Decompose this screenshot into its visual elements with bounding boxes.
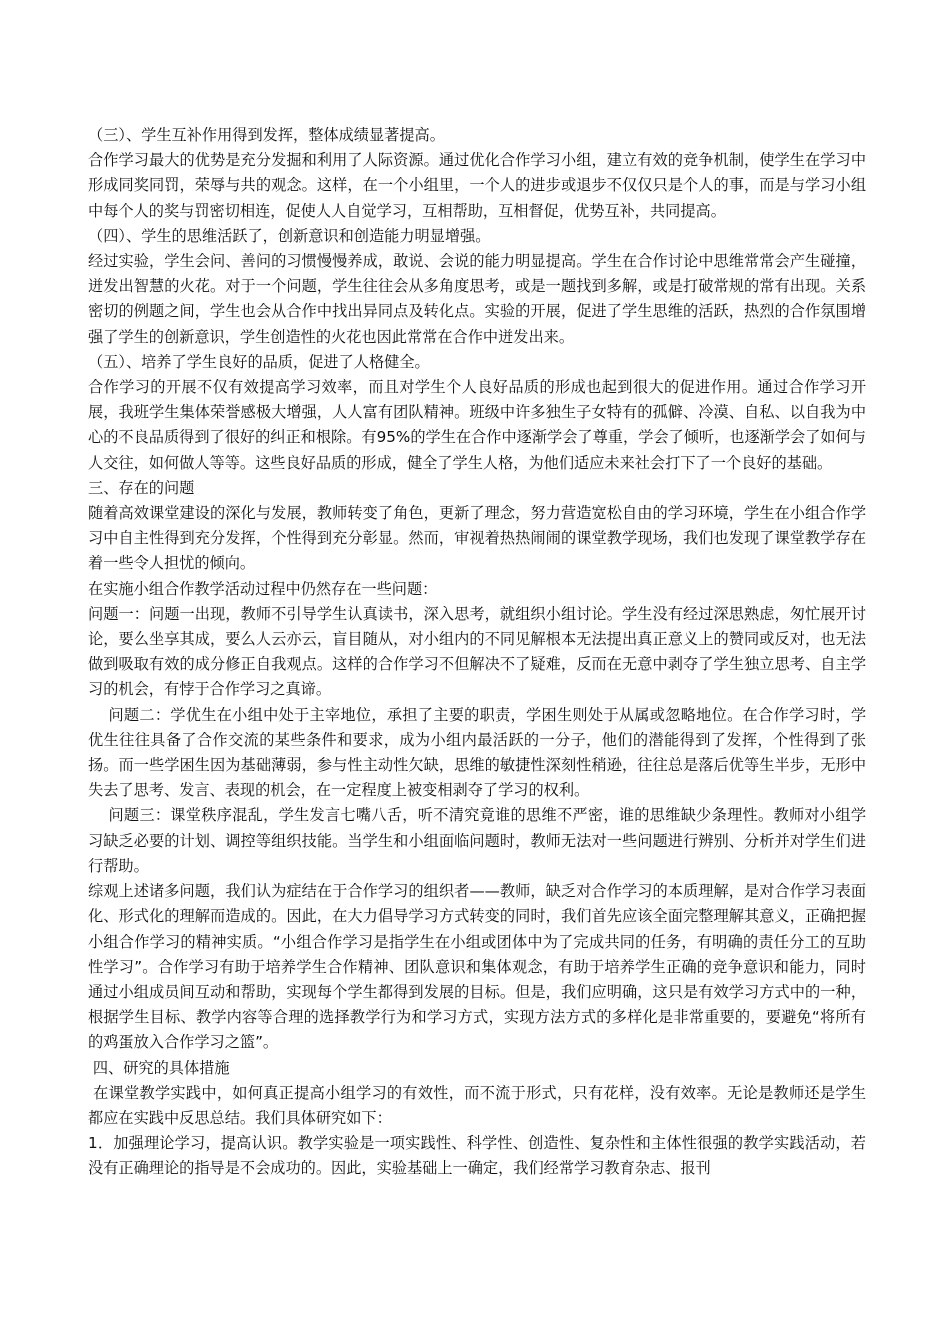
problem-three-paragraph: 问题三：课堂秩序混乱，学生发言七嘴八舌，听不清究竟谁的思维不严密，谁的思维缺少条理性。教师对小组学习缺乏必要的计划、调控等组织技能。当学生和小组面临问题时，教师无法对一些问题进行辨别、分析并对学生们进行帮助。 bbox=[88, 806, 867, 875]
body-paragraph: 综观上述诸多问题，我们认为症结在于合作学习的组织者——教师，缺乏对合作学习的本质理解，是对合作学习表面化、形式化的理解而造成的。因此，在大力倡导学习方式转变的同时，我们首先应该全面完整理解其意义，正确把握小组合作学习的精神实质。“小组合作学习是指学生在小组或团体中为了完成共同的任务，有明确的责任分工的互助性学习”。合作学习有助于培养学生合作精神、团队意识和集体观念，有助于培养学生正确的竞争意识和能力，同时通过小组成员间互动和帮助，实现每个学生都得到发展的目标。但是，我们应明确，这只是有效学习方式中的一种，根据学生目标、教学内容等合理的选择教学行为和学习方式，实现方法方式的多样化是非常重要的，要避免“将所有的鸡蛋放入合作学习之篮”。 bbox=[88, 882, 866, 1052]
body-paragraph: 经过实验，学生会问、善问的习惯慢慢养成，敢说、会说的能力明显提高。学生在合作讨论中思维常常会产生碰撞，迸发出智慧的火花。对于一个问题，学生往往会从多角度思考，或是一题找到多解，或是打破常规的常有出现。关系密切的例题之间，学生也会从合作中找出异同点及转化点。实验的开展，促进了学生思维的活跃，热烈的合作氛围增强了学生的创新意识，学生创造性的火花也因此常常在合作中迸发出来。 bbox=[88, 252, 866, 346]
body-paragraph: 合作学习最大的优势是充分发掘和利用了人际资源。通过优化合作学习小组，建立有效的竞争机制，使学生在学习中形成同奖同罚，荣辱与共的观念。这样，在一个小组里，一个人的进步或退步不仅仅只是个人的事，而是与学习小组中每个人的奖与罚密切相连，促使人人自觉学习，互相帮助，互相督促，优势互补，共同提高。 bbox=[88, 151, 866, 220]
body-paragraph: 合作学习的开展不仅有效提高学习效率，而且对学生个人良好品质的形成也起到很大的促进作用。通过合作学习开展，我班学生集体荣誉感极大增强，人人富有团队精神。班级中许多独生子女特有的孤僻、冷漠、自私、以自我为中心的不良品质得到了很好的纠正和根除。有95%的学生在合作中逐渐学会了尊重，学会了倾听，也逐渐学会了如何与人交往，如何做人等等。这些良好品质的形成，健全了学生人格，为他们适应未来社会打下了一个良好的基础。 bbox=[88, 378, 866, 472]
section-heading-5: （五）、培养了学生良好的品质，促进了人格健全。 bbox=[88, 352, 430, 371]
body-paragraph: 随着高效课堂建设的深化与发展，教师转变了角色，更新了理念，努力营造宽松自由的学习环境，学生在小组合作学习中自主性得到充分发挥，个性得到充分彰显。然而，审视着热热闹闹的课堂教学现场，我们也发现了课堂教学存在着一些令人担忧的倾向。 bbox=[88, 504, 866, 573]
section-heading-3: （三）、学生互补作用得到发挥，整体成绩显著提高。 bbox=[88, 126, 445, 144]
body-paragraph: 在课堂教学实践中，如何真正提高小组学习的有效性，而不流于形式，只有花样，没有效率。无论是教师还是学生都应在实践中反思总结。我们具体研究如下： bbox=[88, 1083, 867, 1127]
chapter-heading-measures: 四、研究的具体措施 bbox=[88, 1058, 230, 1077]
problem-one-paragraph: 问题一：问题一出现，教师不引导学生认真读书，深入思考，就组织小组讨论。学生没有经过深思熟虑，匆忙展开讨论，要么坐享其成，要么人云亦云，盲目随从，对小组内的不同见解根本无法提出真正意义上的赞同或反对，也无法做到吸取有效的成分修正自我观点。这样的合作学习不但解决不了疑难，反而在无意中剥夺了学生独立思考、自主学习的机会，有悖于合作学习之真谛。 bbox=[88, 604, 866, 699]
chapter-heading-problems: 三、存在的问题 bbox=[88, 478, 195, 497]
section-heading-4: （四）、学生的思维活跃了，创新意识和创造能力明显增强。 bbox=[88, 226, 491, 245]
body-paragraph: 在实施小组合作教学活动过程中仍然存在一些问题： bbox=[88, 579, 438, 598]
document-body bbox=[88, 123, 866, 1182]
problem-two-paragraph: 问题二：学优生在小组中处于主宰地位，承担了主要的职责，学困生则处于从属或忽略地位。在合作学习时，学优生往往具备了合作交流的某些条件和要求，成为小组内最活跃的一分子，他们的潜能得到了发挥，个性得到了张扬。而一些学困生因为基础薄弱，参与性主动性欠缺，思维的敏捷性深刻性稍逊，往往总是落后优等生半步，无形中失去了思考、发言、表现的机会，在一定程度上被变相剥夺了学习的权利。 bbox=[88, 705, 867, 800]
measure-one-paragraph: 1．加强理论学习，提高认识。教学实验是一项实践性、科学性、创造性、复杂性和主体性很强的教学实践活动，若没有正确理论的指导是不会成功的。因此，实验基础上一确定，我们经常学习教育杂志、报刊 bbox=[88, 1134, 866, 1178]
